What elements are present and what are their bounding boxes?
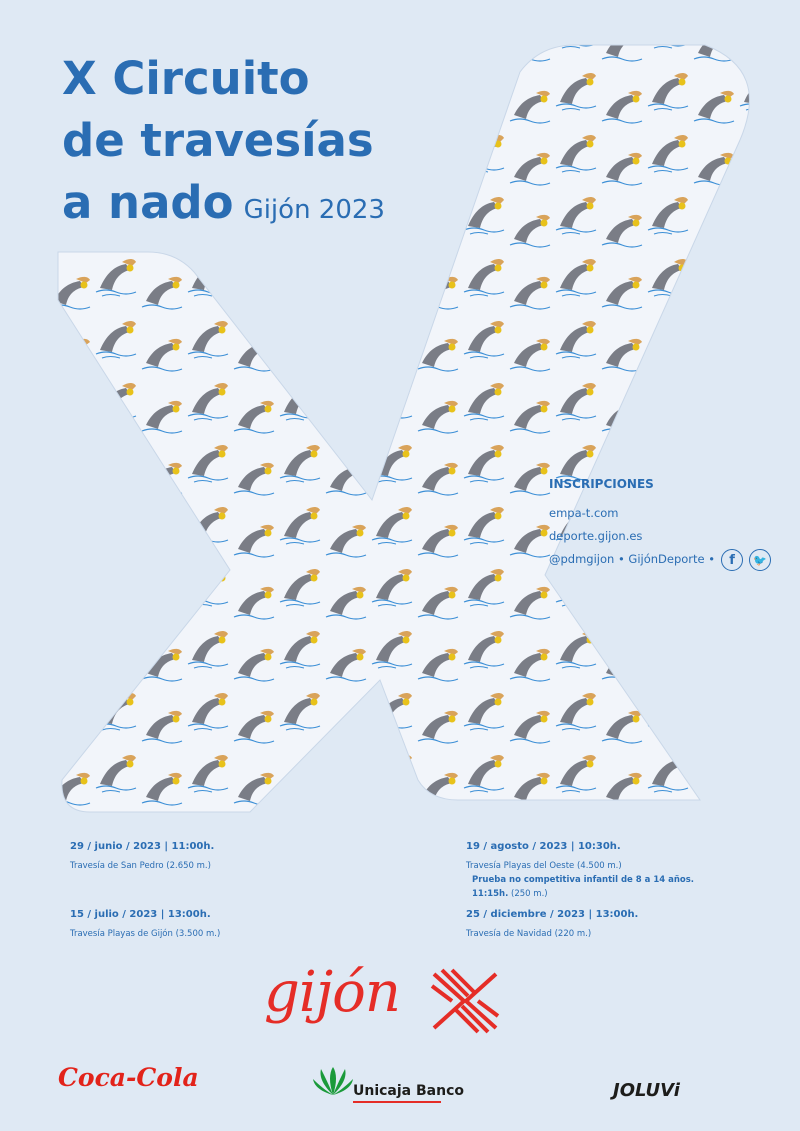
inscripciones-block xyxy=(549,477,771,571)
event-3-extra-distance: (250 m.) xyxy=(511,889,548,899)
event-3-extra-time: 11:15h. xyxy=(472,889,509,899)
event-4-name: Travesía de Navidad xyxy=(466,929,552,939)
coca-cola-logo: Coca-Cola xyxy=(58,1063,199,1092)
event-1-date: 29 / junio / 2023 | 11:00h. xyxy=(70,841,215,852)
event-1-name: Travesía de San Pedro xyxy=(70,861,164,871)
link-deporte-gijon[interactable]: deporte.gijon.es xyxy=(549,529,643,543)
title-line-1: X Circuito xyxy=(62,52,310,105)
title-line-2: de travesías xyxy=(62,114,374,167)
twitter-icon[interactable]: 🐦 xyxy=(749,549,771,571)
gijon-x-logo-icon xyxy=(430,966,500,1036)
event-3-name-row xyxy=(466,859,694,873)
event-3-distance: (4.500 m.) xyxy=(576,861,622,871)
event-3 xyxy=(466,840,694,901)
event-4-distance: (220 m.) xyxy=(554,929,592,939)
page-title xyxy=(62,48,385,241)
event-3-extra-time-row xyxy=(466,887,694,901)
event-4-name-row xyxy=(466,927,638,941)
event-3-extra-row xyxy=(466,873,694,887)
unicaja-banco-logo xyxy=(313,1065,465,1103)
link-empa-t[interactable]: empa-t.com xyxy=(549,506,619,520)
joluvi-logo: JOLUVi xyxy=(613,1080,680,1101)
event-2-name: Travesía Playas de Gijón xyxy=(70,929,173,939)
event-2-distance: (3.500 m.) xyxy=(175,929,221,939)
event-3-name: Travesía Playas del Oeste xyxy=(466,861,575,871)
event-2-name-row xyxy=(70,927,220,941)
social-text: @pdmgijon • GijónDeporte • xyxy=(549,552,716,566)
title-subtitle: Gijón 2023 xyxy=(243,195,385,225)
inscripciones-heading: INSCRIPCIONES xyxy=(549,477,654,491)
unicaja-leaf-icon xyxy=(313,1065,353,1099)
facebook-icon[interactable]: f xyxy=(721,549,743,571)
gijon-logo-text: gijón xyxy=(264,960,400,1025)
unicaja-text: Unicaja Banco xyxy=(353,1083,465,1099)
event-4 xyxy=(466,908,638,941)
unicaja-underline xyxy=(353,1101,441,1103)
event-2-date: 15 / julio / 2023 | 13:00h. xyxy=(70,909,211,920)
event-3-extra: Prueba no competitiva infantil de 8 a 14 años. xyxy=(472,875,695,885)
event-3-date: 19 / agosto / 2023 | 10:30h. xyxy=(466,841,621,852)
social-handles xyxy=(549,548,771,571)
event-1-distance: (2.650 m.) xyxy=(166,861,211,871)
event-1 xyxy=(70,840,214,873)
event-2 xyxy=(70,908,220,941)
title-line-3 xyxy=(62,172,385,241)
title-line-3-text: a nado xyxy=(62,176,234,229)
event-4-date: 25 / diciembre / 2023 | 13:00h. xyxy=(466,909,639,920)
event-1-name-row xyxy=(70,859,214,873)
